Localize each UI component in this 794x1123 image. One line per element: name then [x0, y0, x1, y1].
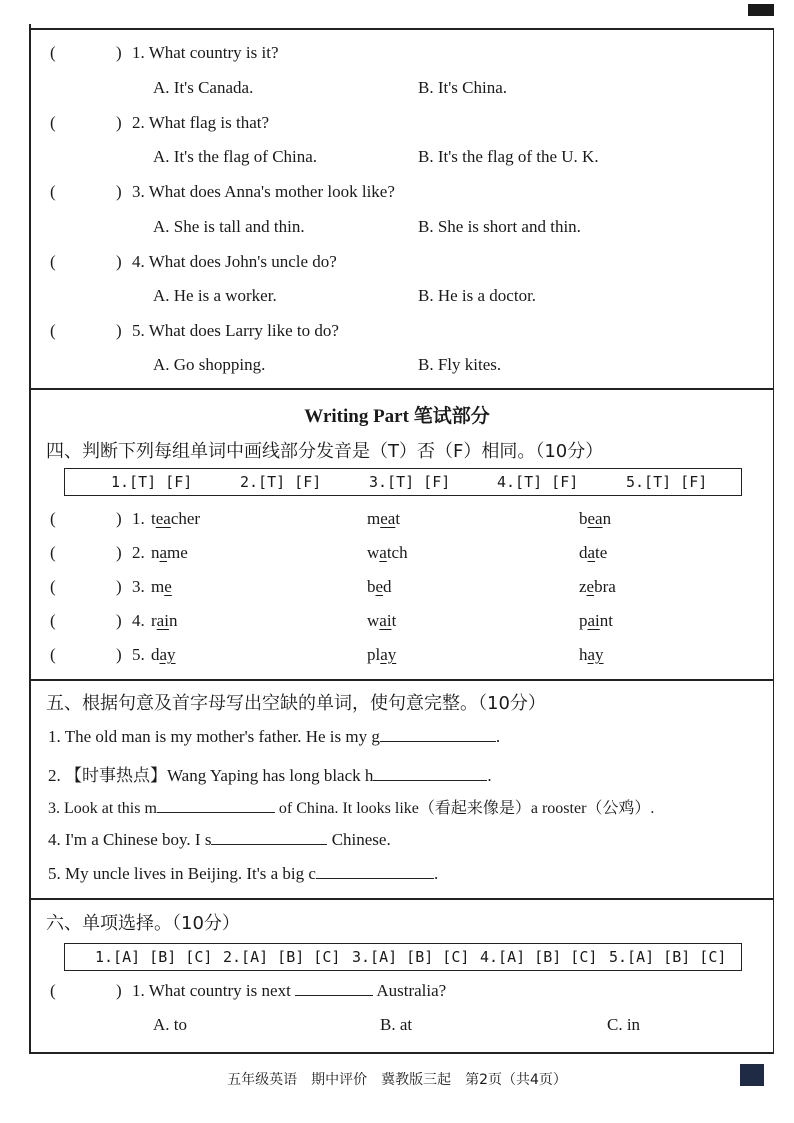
word-part: me: [167, 543, 188, 562]
question-text: 3. What does Anna's mother look like?: [132, 182, 395, 201]
item-number: 4.: [132, 611, 145, 630]
word: [151, 509, 200, 528]
word-part: z: [579, 577, 587, 596]
answer-paren-open: (: [50, 321, 56, 340]
item-number: 2.: [132, 543, 145, 562]
corner-registration-mark: [748, 4, 774, 16]
underlined-part: ay: [380, 645, 397, 664]
word-part: t: [391, 611, 397, 630]
answer-bubble[interactable]: 2.[A] [B] [C]: [223, 948, 341, 966]
word-part: r: [151, 611, 157, 630]
word-part: h: [579, 645, 588, 664]
underlined-part: ay: [159, 645, 176, 664]
item-number: 5.: [132, 645, 145, 664]
underlined-part: a: [587, 543, 596, 562]
underlined-part: e: [586, 577, 595, 596]
item-number: 3.: [132, 577, 145, 596]
answer-blank[interactable]: [380, 727, 496, 742]
word: [367, 543, 408, 562]
underlined-part: e: [375, 577, 384, 596]
fill-blank-item: [48, 761, 492, 786]
underlined-part: ea: [587, 509, 603, 528]
underlined-part: ay: [587, 645, 604, 664]
fill-blank-item: [48, 795, 654, 818]
option-a: A. He is a worker.: [153, 286, 277, 305]
sentence-start: 1. The old man is my mother's father. He is my g: [48, 727, 380, 746]
answer-paren-open: (: [50, 543, 56, 562]
answer-bubble[interactable]: 3.[A] [B] [C]: [352, 948, 470, 966]
word-part: tch: [386, 543, 408, 562]
answer-bubble[interactable]: 1.[A] [B] [C]: [95, 948, 213, 966]
word-part: d: [579, 543, 588, 562]
option-b: B. He is a doctor.: [418, 286, 537, 305]
page-footer: 五年级英语 期中评价 冀教版三起 第2页（共4页）: [227, 1072, 567, 1088]
section-divider: [29, 898, 774, 900]
answer-paren-close: ): [116, 577, 122, 596]
option-a: A. It's the flag of China.: [153, 147, 318, 166]
answer-bubble[interactable]: 1.[T] [F]: [111, 473, 193, 491]
answer-bubble[interactable]: 5.[T] [F]: [626, 473, 708, 491]
answer-bubble[interactable]: 4.[T] [F]: [497, 473, 579, 491]
answer-bubble[interactable]: 5.[A] [B] [C]: [609, 948, 727, 966]
word-cell: [367, 509, 400, 529]
underlined-part: a: [379, 543, 387, 562]
section5-title: 五、根据句意及首字母写出空缺的单词，使句意完整。（10分）: [46, 693, 546, 714]
word-part: d: [151, 645, 160, 664]
word-cell: [367, 645, 396, 665]
sentence-end: .: [433, 864, 439, 883]
word: [367, 611, 396, 630]
answer-paren-close: ): [116, 321, 122, 340]
word: [579, 645, 604, 664]
answer-paren-close: ): [116, 252, 122, 271]
underlined-part: ai: [587, 611, 600, 630]
answer-paren-open: (: [50, 113, 56, 132]
section4-title: 四、判断下列每组单词中画线部分发音是（T）否（F）相同。（10分）: [46, 441, 604, 462]
question-text: 1. What country is it?: [132, 43, 279, 62]
word-part: d: [383, 577, 392, 596]
answer-bubble[interactable]: 2.[T] [F]: [240, 473, 322, 491]
word-cell: [151, 543, 188, 563]
option-a: A. She is tall and thin.: [153, 217, 305, 236]
section-divider: [29, 679, 774, 681]
answer-blank[interactable]: [211, 830, 327, 845]
section-divider: [29, 388, 774, 390]
word: [151, 645, 176, 664]
option-b: B. It's China.: [418, 78, 508, 97]
underlined-part: a: [159, 543, 168, 562]
bottom-border: [29, 1052, 774, 1054]
fill-blank-item: [48, 727, 500, 747]
word-part: cher: [170, 509, 201, 528]
word-part: bra: [594, 577, 616, 596]
answer-paren-close: ): [116, 182, 122, 201]
word-cell: [367, 611, 396, 631]
answer-paren-open: (: [50, 252, 56, 271]
word-part: n: [168, 611, 178, 630]
answer-bubble[interactable]: 4.[A] [B] [C]: [480, 948, 598, 966]
fill-blank-item: [48, 864, 438, 884]
answer-paren-close: ): [116, 113, 122, 132]
word-part: pl: [367, 645, 381, 664]
word: [367, 577, 392, 596]
item-number: 1.: [132, 509, 145, 528]
underlined-part: e: [164, 577, 172, 596]
word: [367, 645, 396, 664]
word-cell: [151, 577, 172, 597]
word-cell: [367, 543, 408, 563]
word-cell: [579, 577, 616, 597]
writing-part-title: Writing Part 笔试部分: [304, 406, 490, 427]
question-end: Australia?: [376, 981, 447, 1000]
word: [367, 509, 400, 528]
option-a: A. Go shopping.: [153, 355, 266, 374]
answer-blank[interactable]: [295, 981, 373, 996]
sentence-end: .: [495, 727, 501, 746]
answer-blank[interactable]: [316, 864, 434, 879]
question-text: 5. What does Larry like to do?: [132, 321, 339, 340]
word: [579, 577, 616, 596]
answer-bubble[interactable]: 3.[T] [F]: [369, 473, 451, 491]
word-cell: [151, 645, 176, 665]
option-b: B. at: [380, 1015, 413, 1034]
word-part: n: [151, 543, 160, 562]
corner-registration-mark: [740, 1064, 764, 1086]
top-border: [29, 28, 774, 30]
answer-paren-close: ): [116, 981, 122, 1000]
word-cell: [151, 611, 177, 631]
answer-card-row: [64, 468, 742, 496]
word-part: w: [367, 543, 380, 562]
word: [151, 543, 188, 562]
word-part: nt: [599, 611, 614, 630]
answer-blank[interactable]: [373, 766, 487, 781]
word-part: b: [367, 577, 376, 596]
answer-paren-close: ): [116, 43, 122, 62]
sentence-start: 5. My uncle lives in Beijing. It's a big c: [48, 864, 316, 883]
word: [151, 577, 172, 596]
word-part: m: [151, 577, 165, 596]
fill-blank-item: [48, 830, 391, 850]
section6-title: 六、单项选择。（10分）: [46, 913, 240, 934]
answer-paren-close: ): [116, 509, 122, 528]
question-text: 4. What does John's uncle do?: [132, 252, 337, 271]
underlined-part: ai: [156, 611, 169, 630]
sentence-start: 4. I'm a Chinese boy. I s: [48, 830, 212, 849]
word-part: p: [579, 611, 588, 630]
word-cell: [579, 509, 611, 529]
word-part: w: [367, 611, 380, 630]
word-cell: [579, 543, 607, 563]
answer-paren-open: (: [50, 981, 56, 1000]
word-part: m: [367, 509, 381, 528]
sentence-end: of China. It looks like（看起来像是）a rooster（公鸡）.: [274, 800, 655, 817]
answer-paren-open: (: [50, 43, 56, 62]
answer-paren-open: (: [50, 645, 56, 664]
word: [151, 611, 177, 630]
answer-card-row: [64, 943, 742, 971]
sentence-start: 3. Look at this m: [48, 800, 157, 817]
option-a: A. to: [153, 1015, 187, 1034]
answer-paren-close: ): [116, 543, 122, 562]
question-text: 2. What flag is that?: [132, 113, 270, 132]
underlined-part: ea: [380, 509, 396, 528]
word-cell: [367, 577, 392, 597]
answer-paren-open: (: [50, 182, 56, 201]
option-a: A. It's Canada.: [153, 78, 254, 97]
sentence-start: 2. 【时事热点】Wang Yaping has long black h: [48, 766, 374, 785]
option-b: B. Fly kites.: [418, 355, 502, 374]
option-b: B. It's the flag of the U. K.: [418, 147, 599, 166]
word-cell: [579, 611, 613, 631]
option-b: B. She is short and thin.: [418, 217, 581, 236]
word: [579, 543, 607, 562]
word-part: t: [151, 509, 156, 528]
word-part: t: [395, 509, 401, 528]
underlined-part: ai: [379, 611, 392, 630]
answer-paren-open: (: [50, 577, 56, 596]
answer-paren-open: (: [50, 509, 56, 528]
word-part: te: [595, 543, 608, 562]
word: [579, 509, 611, 528]
answer-paren-open: (: [50, 611, 56, 630]
word-cell: [579, 645, 604, 665]
answer-blank[interactable]: [157, 798, 275, 813]
word-part: b: [579, 509, 588, 528]
word-cell: [151, 509, 200, 529]
option-c: C. in: [607, 1015, 641, 1034]
underlined-part: ea: [155, 509, 171, 528]
right-border: [773, 30, 774, 1054]
mc-question: [132, 981, 446, 1001]
answer-paren-close: ): [116, 645, 122, 664]
sentence-end: .: [487, 766, 492, 785]
word-part: n: [602, 509, 612, 528]
sentence-end: Chinese.: [327, 830, 391, 849]
answer-paren-close: ): [116, 611, 122, 630]
question-start: 1. What country is next: [132, 981, 291, 1000]
word: [579, 611, 613, 630]
